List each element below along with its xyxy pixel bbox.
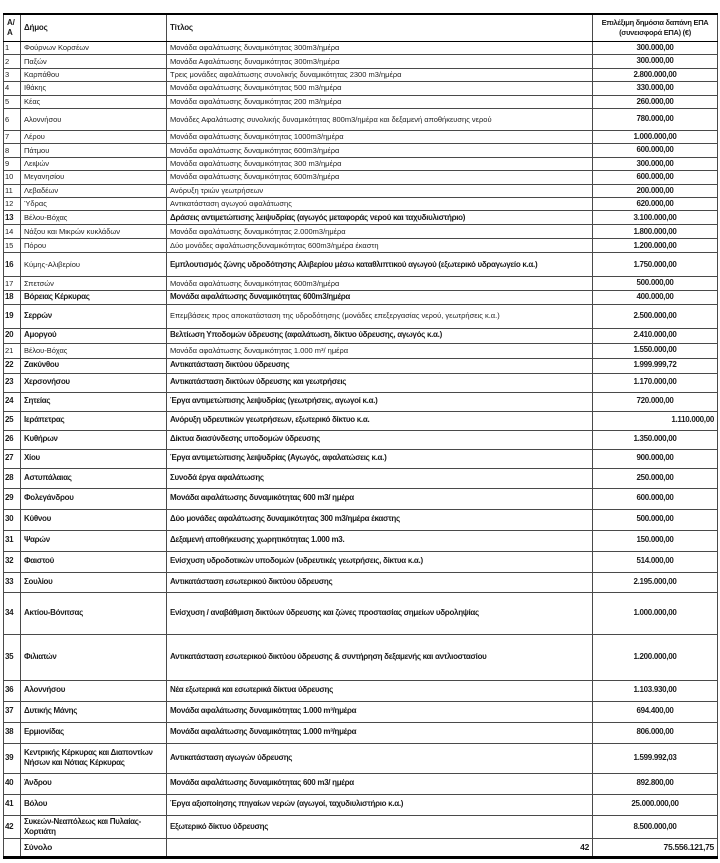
cell-project-title: Αντικατάσταση εσωτερικού δικτύου ύδρευσης bbox=[167, 572, 593, 592]
cell-row-number: 7 bbox=[4, 130, 21, 143]
cell-municipality: Βέλου-Βόχας bbox=[21, 343, 167, 358]
cell-municipality: Πάτμου bbox=[21, 144, 167, 157]
cell-municipality: Φολεγάνδρου bbox=[21, 488, 167, 509]
table-body bbox=[4, 42, 718, 839]
table-row bbox=[4, 290, 718, 304]
cell-row-number: 21 bbox=[4, 343, 21, 358]
cell-project-title: Μονάδα αφαλάτωσης δυναμικότητας 500 m3/ημέρα bbox=[167, 82, 593, 95]
cell-municipality: Σουλίου bbox=[21, 572, 167, 592]
cell-project-title: Αντικατάσταση εσωτερικού δικτύου ύδρευσης & συντήρηση δεξαμενής και αντλιοστασίου bbox=[167, 634, 593, 680]
cell-project-title: Μονάδες Αφαλάτωσης συνολικής δυναμικότητας 800m3/ημέρα και δεξαμενή αποθήκευσης νερού bbox=[167, 108, 593, 130]
cell-municipality: Κέας bbox=[21, 95, 167, 108]
cell-project-title: Δράσεις αντιμετώπισης λειψυδρίας (αγωγός μεταφοράς νερού και ταχυδιυλιστήριο) bbox=[167, 211, 593, 225]
cell-row-number: 8 bbox=[4, 144, 21, 157]
table-row bbox=[4, 157, 718, 170]
cell-expenditure-amount: 1.170.000,00 bbox=[593, 373, 718, 392]
table-row bbox=[4, 530, 718, 551]
cell-project-title: Ενίσχυση / αναβάθμιση δικτύων ύδρευσης και ζώνες προστασίας σημείων υδροληψίας bbox=[167, 592, 593, 634]
cell-row-number: 33 bbox=[4, 572, 21, 592]
table-footer bbox=[4, 839, 718, 858]
cell-row-number: 22 bbox=[4, 358, 21, 373]
cell-row-number: 41 bbox=[4, 794, 21, 815]
cell-row-number: 17 bbox=[4, 277, 21, 290]
cell-project-title: Δύο μονάδες αφαλάτωσηςδυναμικότητας 600m3/ημέρα έκαστη bbox=[167, 239, 593, 253]
cell-project-title: Επεμβάσεις προς αποκατάσταση της υδροδότησης (μονάδες επεξεργασίας νερού, γεωτρήσεις κ.α.) bbox=[167, 304, 593, 328]
cell-municipality: Λέρου bbox=[21, 130, 167, 143]
table-row bbox=[4, 488, 718, 509]
cell-project-title: Μονάδα αφαλάτωσης δυναμικότητας 600 m3/ ημέρα bbox=[167, 488, 593, 509]
cell-municipality: Κύμης-Αλιβερίου bbox=[21, 253, 167, 277]
total-label: Σύνολο bbox=[21, 839, 167, 858]
cell-project-title: Δύο μονάδες αφαλάτωσης δυναμικότητας 300 m3/ημέρα έκαστης bbox=[167, 509, 593, 530]
cell-project-title: Αντικατάσταση αγωγών ύδρευσης bbox=[167, 743, 593, 773]
cell-expenditure-amount: 250.000,00 bbox=[593, 468, 718, 488]
cell-municipality: Λεβαδέων bbox=[21, 184, 167, 197]
cell-project-title: Έργα αντιμετώπισης λειψυδρίας (γεωτρήσεις, αγωγοί κ.α.) bbox=[167, 392, 593, 411]
cell-expenditure-amount: 1.200.000,00 bbox=[593, 634, 718, 680]
cell-expenditure-amount: 806.000,00 bbox=[593, 722, 718, 743]
cell-row-number: 25 bbox=[4, 411, 21, 430]
cell-municipality: Αλοννήσου bbox=[21, 108, 167, 130]
cell-project-title: Δεξαμενή αποθήκευσης χωρητικότητας 1.000 m3. bbox=[167, 530, 593, 551]
cell-project-title: Μονάδα αφαλάτωσης δυναμικότητας 600m3/ημέρα bbox=[167, 277, 593, 290]
table-row bbox=[4, 680, 718, 701]
cell-expenditure-amount: 2.410.000,00 bbox=[593, 328, 718, 343]
cell-municipality: Λειψών bbox=[21, 157, 167, 170]
cell-expenditure-amount: 2.195.000,00 bbox=[593, 572, 718, 592]
table-row bbox=[4, 343, 718, 358]
table-row bbox=[4, 253, 718, 277]
cell-row-number: 19 bbox=[4, 304, 21, 328]
header-cell-title: Τίτλος bbox=[167, 14, 593, 42]
cell-project-title: Εμπλουτισμός ζώνης υδροδότησης Αλιβερίου μέσω καταθλιπτικού αγωγού (εξωτερικό υδραγωγείο κ.α.) bbox=[167, 253, 593, 277]
cell-municipality: Ερμιονίδας bbox=[21, 722, 167, 743]
cell-row-number: 16 bbox=[4, 253, 21, 277]
table-row bbox=[4, 68, 718, 81]
cell-row-number: 23 bbox=[4, 373, 21, 392]
table-row bbox=[4, 171, 718, 184]
cell-expenditure-amount: 600.000,00 bbox=[593, 488, 718, 509]
cell-row-number: 2 bbox=[4, 55, 21, 68]
cell-project-title: Μονάδα αφαλάτωσης δυναμικότητας 1000m3/ημέρα bbox=[167, 130, 593, 143]
table-row bbox=[4, 551, 718, 572]
cell-expenditure-amount: 514.000,00 bbox=[593, 551, 718, 572]
cell-project-title: Αντικατάσταση δικτύου ύδρευσης bbox=[167, 358, 593, 373]
cell-project-title: Εξωτερικό δίκτυο ύδρευσης bbox=[167, 815, 593, 839]
table-row bbox=[4, 794, 718, 815]
cell-municipality: Σερρών bbox=[21, 304, 167, 328]
cell-project-title: Έργα αξιοποίησης πηγαίων νερών (αγωγοί, ταχυδιυλιστήριο κ.α.) bbox=[167, 794, 593, 815]
cell-municipality: Χίου bbox=[21, 449, 167, 468]
cell-expenditure-amount: 1.103.930,00 bbox=[593, 680, 718, 701]
cell-row-number: 10 bbox=[4, 171, 21, 184]
cell-project-title: Μονάδα αφαλάτωσης δυναμικότητας 1.000 m³/ημέρα bbox=[167, 722, 593, 743]
table-row bbox=[4, 449, 718, 468]
cell-row-number: 4 bbox=[4, 82, 21, 95]
cell-project-title: Ενίσχυση υδροδοτικών υποδομών (υδρευτικές γεωτρήσεις, δίκτυα κ.α.) bbox=[167, 551, 593, 572]
cell-project-title: Αντικατάσταση αγωγού αφαλάτωσης bbox=[167, 197, 593, 210]
total-empty-cell bbox=[4, 839, 21, 858]
cell-project-title: Μονάδα αφαλάτωσης δυναμικότητας 1.000 m³/ημέρα bbox=[167, 701, 593, 722]
cell-project-title: Μονάδα αφαλάτωσης δυναμικότητας 300m3/ημέρα bbox=[167, 42, 593, 55]
cell-expenditure-amount: 620.000,00 bbox=[593, 197, 718, 210]
table-row bbox=[4, 304, 718, 328]
cell-row-number: 27 bbox=[4, 449, 21, 468]
cell-municipality: Κύθνου bbox=[21, 509, 167, 530]
cell-project-title: Τρεις μονάδες αφαλάτωσης συνολικής δυναμικότητας 2300 m3/ημέρα bbox=[167, 68, 593, 81]
cell-row-number: 39 bbox=[4, 743, 21, 773]
cell-expenditure-amount: 2.800.000,00 bbox=[593, 68, 718, 81]
cell-row-number: 30 bbox=[4, 509, 21, 530]
cell-project-title: Μονάδα αφαλάτωσης δυναμικότητας 600m3/ημέρα bbox=[167, 171, 593, 184]
cell-row-number: 11 bbox=[4, 184, 21, 197]
table-row bbox=[4, 773, 718, 794]
cell-project-title: Μονάδα αφαλάτωσης δυναμικότητας 600m3/ημέρα bbox=[167, 144, 593, 157]
cell-row-number: 9 bbox=[4, 157, 21, 170]
cell-expenditure-amount: 400.000,00 bbox=[593, 290, 718, 304]
table-row bbox=[4, 815, 718, 839]
cell-municipality: Βέλου-Βόχας bbox=[21, 211, 167, 225]
header-cell-aa: Α/Α bbox=[4, 14, 21, 42]
cell-row-number: 15 bbox=[4, 239, 21, 253]
cell-municipality: Άνδρου bbox=[21, 773, 167, 794]
cell-municipality: Σητείας bbox=[21, 392, 167, 411]
table-row bbox=[4, 743, 718, 773]
total-row bbox=[4, 839, 718, 858]
header-cell-expenditure: Επιλέξιμη δημόσια δαπάνη ΕΠΑ (συνεισφορά ΕΠΑ) (€) bbox=[593, 14, 718, 42]
cell-project-title: Μονάδα αφαλάτωσης δυναμικότητας 600 m3/ ημέρα bbox=[167, 773, 593, 794]
cell-expenditure-amount: 500.000,00 bbox=[593, 509, 718, 530]
table-row bbox=[4, 411, 718, 430]
cell-expenditure-amount: 1.000.000,00 bbox=[593, 592, 718, 634]
cell-project-title: Ανόρυξη τριών γεωτρήσεων bbox=[167, 184, 593, 197]
table-row bbox=[4, 55, 718, 68]
cell-municipality: Ακτίου-Βόνιτσας bbox=[21, 592, 167, 634]
cell-row-number: 26 bbox=[4, 430, 21, 449]
table-row bbox=[4, 373, 718, 392]
cell-project-title: Νέα εξωτερικά και εσωτερικά δίκτυα ύδρευσης bbox=[167, 680, 593, 701]
cell-expenditure-amount: 1.599.992,03 bbox=[593, 743, 718, 773]
cell-municipality: Δυτικής Μάνης bbox=[21, 701, 167, 722]
cell-project-title: Βελτίωση Υποδομών ύδρευσης (αφαλάτωση, δίκτυο ύδρευσης, αγωγός κ.α.) bbox=[167, 328, 593, 343]
cell-project-title: Μονάδα αφαλάτωσης δυναμικότητας 2.000m3/ημέρα bbox=[167, 225, 593, 239]
cell-row-number: 29 bbox=[4, 488, 21, 509]
cell-expenditure-amount: 300.000,00 bbox=[593, 55, 718, 68]
cell-municipality: Φούρνων Κορσέων bbox=[21, 42, 167, 55]
table-row bbox=[4, 277, 718, 290]
cell-project-title: Μονάδα αφαλάτωσης δυναμικότητας 1.000 m³/ ημέρα bbox=[167, 343, 593, 358]
cell-expenditure-amount: 1.110.000,00 bbox=[593, 411, 718, 430]
cell-municipality: Πόρου bbox=[21, 239, 167, 253]
table-row bbox=[4, 239, 718, 253]
cell-expenditure-amount: 1.999.999,72 bbox=[593, 358, 718, 373]
cell-row-number: 6 bbox=[4, 108, 21, 130]
cell-row-number: 38 bbox=[4, 722, 21, 743]
table-row bbox=[4, 392, 718, 411]
cell-municipality: Ιεράπετρας bbox=[21, 411, 167, 430]
table-row bbox=[4, 82, 718, 95]
table-row bbox=[4, 225, 718, 239]
table-row bbox=[4, 358, 718, 373]
table-row bbox=[4, 328, 718, 343]
table-row bbox=[4, 468, 718, 488]
cell-row-number: 20 bbox=[4, 328, 21, 343]
cell-project-title: Αντικατάσταση δικτύων ύδρευσης και γεωτρήσεις bbox=[167, 373, 593, 392]
cell-municipality: Ψαρών bbox=[21, 530, 167, 551]
cell-expenditure-amount: 1.800.000,00 bbox=[593, 225, 718, 239]
table-row bbox=[4, 211, 718, 225]
table-row bbox=[4, 592, 718, 634]
cell-project-title: Μονάδα Αφαλάτωσης δυναμικότητας 300m3/ημέρα bbox=[167, 55, 593, 68]
cell-expenditure-amount: 300.000,00 bbox=[593, 157, 718, 170]
cell-expenditure-amount: 8.500.000,00 bbox=[593, 815, 718, 839]
cell-row-number: 5 bbox=[4, 95, 21, 108]
cell-municipality: Μεγανησίου bbox=[21, 171, 167, 184]
cell-municipality: Σπετσών bbox=[21, 277, 167, 290]
cell-expenditure-amount: 900.000,00 bbox=[593, 449, 718, 468]
table-row bbox=[4, 572, 718, 592]
cell-municipality: Βόλου bbox=[21, 794, 167, 815]
cell-municipality: Ζακύνθου bbox=[21, 358, 167, 373]
cell-row-number: 32 bbox=[4, 551, 21, 572]
cell-project-title: Μονάδα αφαλάτωσης δυναμικότητας 200 m3/ημέρα bbox=[167, 95, 593, 108]
cell-expenditure-amount: 3.100.000,00 bbox=[593, 211, 718, 225]
cell-row-number: 42 bbox=[4, 815, 21, 839]
table-row bbox=[4, 184, 718, 197]
cell-expenditure-amount: 600.000,00 bbox=[593, 171, 718, 184]
cell-municipality: Κεντρικής Κέρκυρας και Διαποντίων Νήσων και Νότιας Κέρκυρας bbox=[21, 743, 167, 773]
cell-project-title: Μονάδα αφαλάτωσης δυναμικότητας 300 m3/ημέρα bbox=[167, 157, 593, 170]
cell-expenditure-amount: 260.000,00 bbox=[593, 95, 718, 108]
cell-expenditure-amount: 200.000,00 bbox=[593, 184, 718, 197]
cell-project-title: Συνοδά έργα αφαλάτωσης bbox=[167, 468, 593, 488]
table-row bbox=[4, 130, 718, 143]
cell-row-number: 28 bbox=[4, 468, 21, 488]
cell-expenditure-amount: 780.000,00 bbox=[593, 108, 718, 130]
cell-municipality: Φαιστού bbox=[21, 551, 167, 572]
total-count: 42 bbox=[167, 839, 593, 858]
cell-municipality: Χερσονήσου bbox=[21, 373, 167, 392]
cell-row-number: 36 bbox=[4, 680, 21, 701]
cell-row-number: 37 bbox=[4, 701, 21, 722]
table-row bbox=[4, 42, 718, 55]
header-row bbox=[4, 14, 718, 42]
total-amount: 75.556.121,75 bbox=[593, 839, 718, 858]
cell-row-number: 24 bbox=[4, 392, 21, 411]
cell-row-number: 34 bbox=[4, 592, 21, 634]
table-row bbox=[4, 701, 718, 722]
cell-municipality: Ύδρας bbox=[21, 197, 167, 210]
cell-row-number: 31 bbox=[4, 530, 21, 551]
table-row bbox=[4, 634, 718, 680]
table-header bbox=[4, 14, 718, 42]
cell-project-title: Έργα αντιμετώπισης λειψυδρίας (Αγωγός, αφαλατώσεις κ.α.) bbox=[167, 449, 593, 468]
cell-row-number: 18 bbox=[4, 290, 21, 304]
cell-expenditure-amount: 1.550.000,00 bbox=[593, 343, 718, 358]
cell-row-number: 14 bbox=[4, 225, 21, 239]
table-row bbox=[4, 197, 718, 210]
cell-municipality: Συκεών-Νεαπόλεως και Πυλαίας-Χορτιάτη bbox=[21, 815, 167, 839]
cell-expenditure-amount: 1.750.000,00 bbox=[593, 253, 718, 277]
cell-expenditure-amount: 330.000,00 bbox=[593, 82, 718, 95]
cell-municipality: Φιλιατών bbox=[21, 634, 167, 680]
cell-expenditure-amount: 500.000,00 bbox=[593, 277, 718, 290]
cell-project-title: Ανόρυξη υδρευτικών γεωτρήσεων, εξωτερικό δίκτυο κ.α. bbox=[167, 411, 593, 430]
header-cell-municipality: Δήμος bbox=[21, 14, 167, 42]
cell-municipality: Αστυπάλαιας bbox=[21, 468, 167, 488]
cell-municipality: Αλοννήσου bbox=[21, 680, 167, 701]
cell-row-number: 1 bbox=[4, 42, 21, 55]
cell-row-number: 35 bbox=[4, 634, 21, 680]
table-row bbox=[4, 722, 718, 743]
cell-expenditure-amount: 300.000,00 bbox=[593, 42, 718, 55]
table-row bbox=[4, 430, 718, 449]
cell-expenditure-amount: 1.350.000,00 bbox=[593, 430, 718, 449]
table-row bbox=[4, 509, 718, 530]
cell-expenditure-amount: 694.400,00 bbox=[593, 701, 718, 722]
cell-expenditure-amount: 1.000.000,00 bbox=[593, 130, 718, 143]
cell-municipality: Ιθάκης bbox=[21, 82, 167, 95]
cell-row-number: 40 bbox=[4, 773, 21, 794]
cell-expenditure-amount: 600.000,00 bbox=[593, 144, 718, 157]
table-row bbox=[4, 95, 718, 108]
municipal-projects-table bbox=[3, 13, 718, 859]
cell-municipality: Καρπάθου bbox=[21, 68, 167, 81]
cell-expenditure-amount: 2.500.000,00 bbox=[593, 304, 718, 328]
cell-expenditure-amount: 1.200.000,00 bbox=[593, 239, 718, 253]
cell-expenditure-amount: 150.000,00 bbox=[593, 530, 718, 551]
cell-row-number: 13 bbox=[4, 211, 21, 225]
cell-municipality: Αμοργού bbox=[21, 328, 167, 343]
cell-expenditure-amount: 892.800,00 bbox=[593, 773, 718, 794]
cell-municipality: Κυθήρων bbox=[21, 430, 167, 449]
cell-municipality: Νάξου και Μικρών κυκλάδων bbox=[21, 225, 167, 239]
cell-expenditure-amount: 720.000,00 bbox=[593, 392, 718, 411]
cell-row-number: 3 bbox=[4, 68, 21, 81]
cell-municipality: Βόρειας Κέρκυρας bbox=[21, 290, 167, 304]
cell-municipality: Παξών bbox=[21, 55, 167, 68]
cell-row-number: 12 bbox=[4, 197, 21, 210]
cell-project-title: Δίκτυα διασύνδεσης υποδομών ύδρευσης bbox=[167, 430, 593, 449]
cell-project-title: Μονάδα αφαλάτωσης δυναμικότητας 600m3/ημέρα bbox=[167, 290, 593, 304]
table-row bbox=[4, 144, 718, 157]
cell-expenditure-amount: 25.000.000,00 bbox=[593, 794, 718, 815]
table-row bbox=[4, 108, 718, 130]
